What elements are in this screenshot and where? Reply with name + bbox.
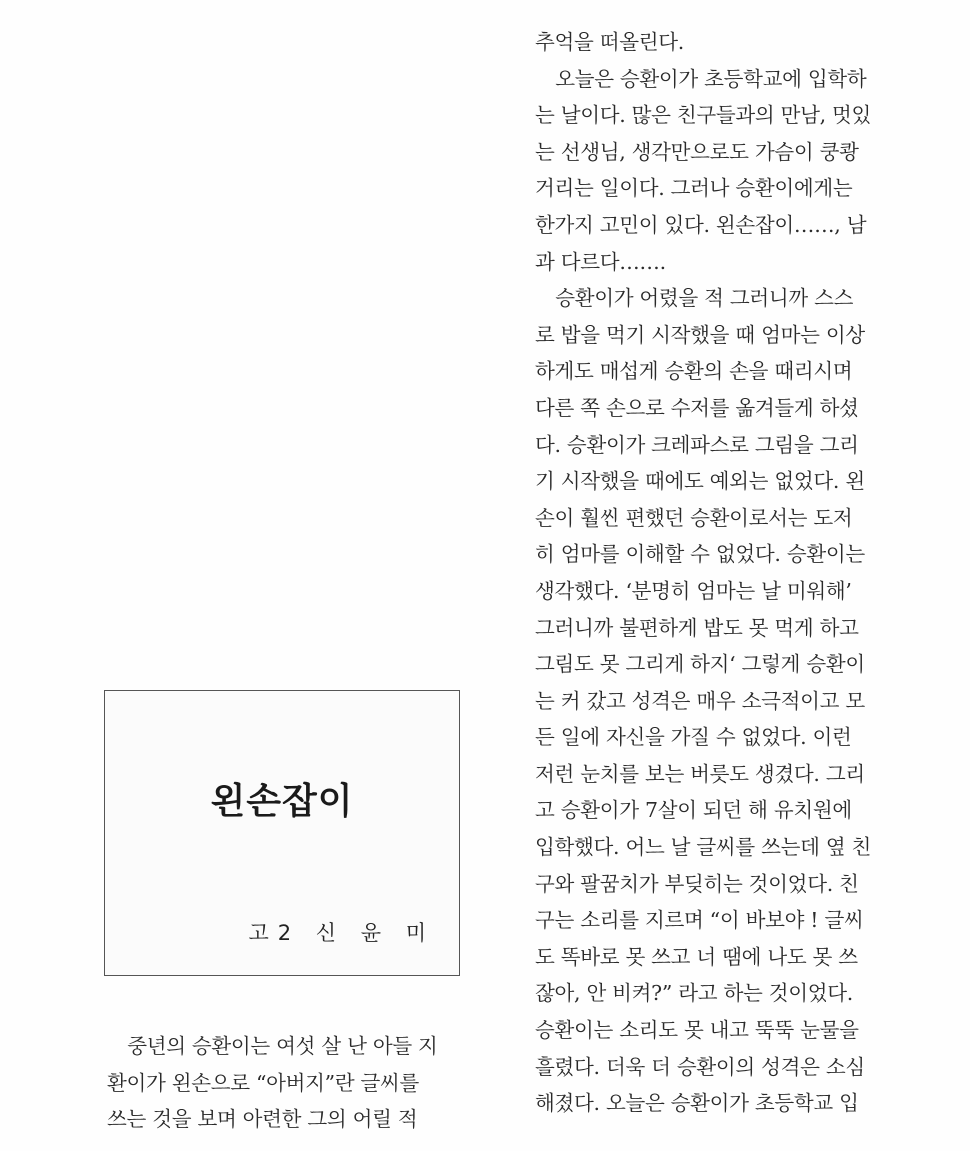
text-line: 로 밥을 먹기 시작했을 때 엄마는 이상 [535,322,865,347]
text-line: 과 다르다……. [535,249,666,274]
text-line: 쓰는 것을 보며 아련한 그의 어릴 적 [107,1107,418,1132]
text-line: 저런 눈치를 보는 버릇도 생겼다. 그리 [535,761,865,786]
story-title: 왼손잡이 [210,781,354,822]
text-line: 환이가 왼손으로 “아버지”란 글씨를 [107,1070,420,1095]
text-line: 입학했다. 어느 날 글씨를 쓰는데 옆 친 [535,835,872,860]
text-line: 생각했다. ‘분명히 엄마는 날 미워해’ [535,578,852,603]
text-line: 도 똑바로 못 쓰고 너 땜에 나도 못 쓰 [535,944,858,969]
text-line: 는 선생님, 생각만으로도 가슴이 쿵쾅 [535,139,859,164]
text-line: 해졌다. 오늘은 승환이가 초등학교 입 [535,1091,859,1116]
text-line: 오늘은 승환이가 초등학교에 입학하 [535,66,867,91]
text-line: 다른 쪽 손으로 수저를 옮겨들게 하셨 [535,395,859,420]
text-line: 승환이가 어렸을 적 그러니까 스스 [535,286,854,311]
text-line: 히 엄마를 이해할 수 없었다. 승환이는 [535,542,865,567]
text-line: 추억을 떠올린다. [535,30,684,54]
text-line: 그림도 못 그리게 하지‘ 그렇게 승환이 [535,652,865,677]
author-byline: 고2 신 윤 미 [248,921,435,945]
text-line: 는 커 갔고 성격은 매우 소극적이고 모 [535,688,865,713]
text-line: 구와 팔꿈치가 부딪히는 것이었다. 친 [535,871,859,896]
text-line: 한가지 고민이 있다. 왼손잡이……, 남 [535,212,867,237]
text-line: 하게도 매섭게 승환의 손을 때리시며 [535,359,853,384]
text-line: 다. 승환이가 크레파스로 그림을 그리 [535,432,859,457]
text-line: 거리는 일이다. 그러나 승환이에게는 [535,176,853,201]
text-line: 중년의 승환이는 여섯 살 난 아들 지 [107,1034,438,1058]
title-box [104,690,460,976]
text-line: 고 승환이가 7살이 되던 해 유치원에 [535,798,852,823]
text-line: 흘렸다. 더욱 더 승환이의 성격은 소심 [535,1054,865,1079]
text-line: 그러니까 불편하게 밥도 못 먹게 하고 [535,615,859,640]
text-line: 는 날이다. 많은 친구들과의 만남, 멋있 [535,103,872,128]
text-line: 기 시작했을 때에도 예외는 없었다. 왼 [535,469,865,494]
text-line: 든 일에 자신을 가질 수 없었다. 이런 [535,725,852,750]
text-line: 구는 소리를 지르며 “이 바보야 ! 글씨 [535,908,864,933]
text-line: 잖아, 안 비켜?” 라고 하는 것이었다. [535,981,853,1006]
text-line: 손이 훨씬 편했던 승환이로서는 도저 [535,505,853,530]
left-text-column [107,1028,467,1138]
text-line: 승환이는 소리도 못 내고 뚝뚝 눈물을 [535,1018,859,1043]
right-text-column [535,24,895,1122]
